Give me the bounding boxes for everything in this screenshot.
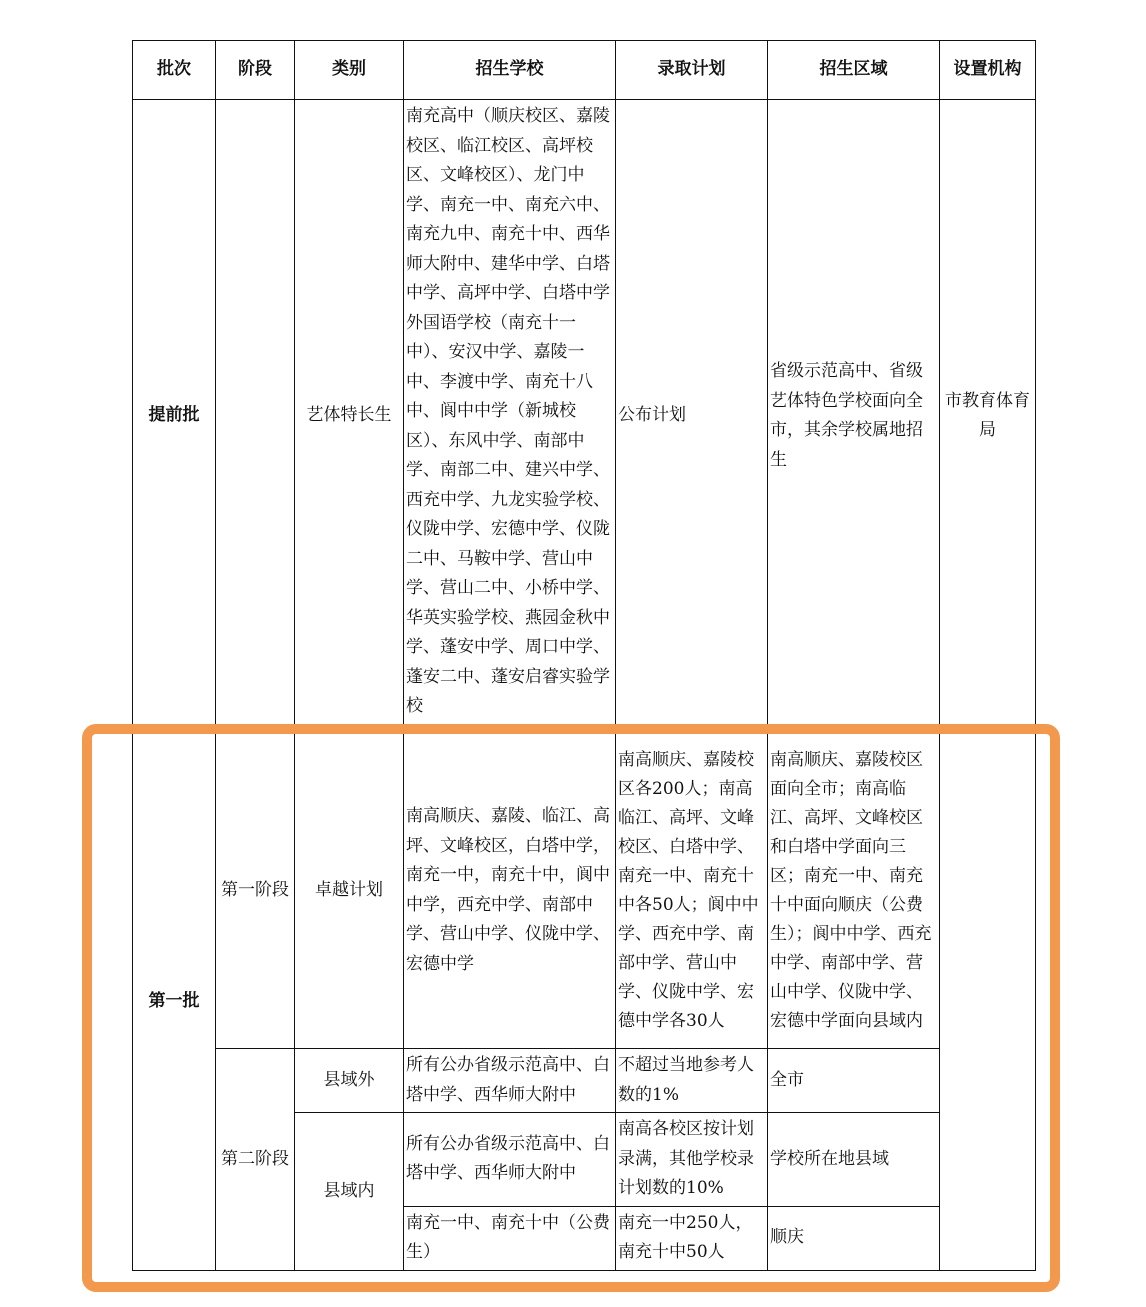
enrollment-table bbox=[132, 40, 1036, 1271]
cell-category-excellence: 卓越计划 bbox=[295, 733, 404, 1049]
header-category: 类别 bbox=[295, 41, 404, 100]
cell-plan-advance: 公布计划 bbox=[616, 100, 768, 733]
table-row-stage1 bbox=[133, 733, 1036, 1049]
header-schools: 招生学校 bbox=[404, 41, 616, 100]
cell-schools-advance: 南充高中（顺庆校区、嘉陵校区、临江校区、高坪校区、文峰校区）、龙门中学、南充一中、南充六中、南充九中、南充十中、西华师大附中、建华中学、白塔中学、高坪中学、白塔中学外国语学校（南充十一中）、安汉中学、嘉陵一中、李渡中学、南充十八中、阆中中学（新城校区）、东风中学、南部中学、南部二中、建兴中学、西充中学、九龙实验学校、仪陇中学、宏德中学、仪陇二中、马鞍中学、营山中学、营山二中、小桥中学、华英实验学校、燕园金秋中学、蓬安中学、周口中学、蓬安二中、蓬安启睿实验学校 bbox=[404, 100, 616, 733]
cell-schools-inside-2: 南充一中、南充十中（公费生） bbox=[404, 1206, 616, 1270]
cell-plan-inside-2: 南充一中250人，南充十中50人 bbox=[616, 1206, 768, 1270]
cell-schools-inside-1: 所有公办省级示范高中、白塔中学、西华师大附中 bbox=[404, 1113, 616, 1207]
cell-category-advance: 艺体特长生 bbox=[295, 100, 404, 733]
header-region: 招生区域 bbox=[768, 41, 940, 100]
header-batch: 批次 bbox=[133, 41, 216, 100]
cell-region-inside-1: 学校所在地县域 bbox=[768, 1113, 940, 1207]
cell-agency-first bbox=[940, 733, 1036, 1271]
cell-plan-outside: 不超过当地参考人数的1% bbox=[616, 1049, 768, 1113]
header-plan: 录取计划 bbox=[616, 41, 768, 100]
cell-region-outside: 全市 bbox=[768, 1049, 940, 1113]
table-row-outside bbox=[133, 1049, 1036, 1113]
cell-region-inside-2: 顺庆 bbox=[768, 1206, 940, 1270]
cell-schools-outside: 所有公办省级示范高中、白塔中学、西华师大附中 bbox=[404, 1049, 616, 1113]
cell-region-stage1: 南高顺庆、嘉陵校区面向全市；南高临江、高坪、文峰校区和白塔中学面向三区；南充一中、南充十中面向顺庆（公费生）；阆中中学、西充中学、南部中学、营山中学、仪陇中学、宏德中学面向县域内 bbox=[768, 733, 940, 1049]
cell-stage-1: 第一阶段 bbox=[216, 733, 295, 1049]
cell-plan-stage1: 南高顺庆、嘉陵校区各200人；南高临江、高坪、文峰校区、白塔中学、南充一中、南充十中各50人；阆中中学、西充中学、南部中学、营山中学、仪陇中学、宏德中学各30人 bbox=[616, 733, 768, 1049]
cell-agency-advance: 市教育体育局 bbox=[940, 100, 1036, 733]
header-stage: 阶段 bbox=[216, 41, 295, 100]
cell-schools-stage1: 南高顺庆、嘉陵、临江、高坪、文峰校区，白塔中学，南充一中，南充十中，阆中中学，西充中学、南部中学、营山中学、仪陇中学、宏德中学 bbox=[404, 733, 616, 1049]
cell-plan-inside-1: 南高各校区按计划录满，其他学校录计划数的10% bbox=[616, 1113, 768, 1207]
cell-stage-2: 第二阶段 bbox=[216, 1049, 295, 1271]
cell-category-outside: 县域外 bbox=[295, 1049, 404, 1113]
cell-category-inside: 县域内 bbox=[295, 1113, 404, 1271]
cell-region-advance: 省级示范高中、省级艺体特色学校面向全市，其余学校属地招生 bbox=[768, 100, 940, 733]
cell-batch-advance: 提前批 bbox=[133, 100, 216, 733]
cell-stage-advance bbox=[216, 100, 295, 733]
header-agency: 设置机构 bbox=[940, 41, 1036, 100]
cell-batch-first: 第一批 bbox=[133, 733, 216, 1271]
header-row bbox=[133, 41, 1036, 100]
table-row-advance bbox=[133, 100, 1036, 733]
